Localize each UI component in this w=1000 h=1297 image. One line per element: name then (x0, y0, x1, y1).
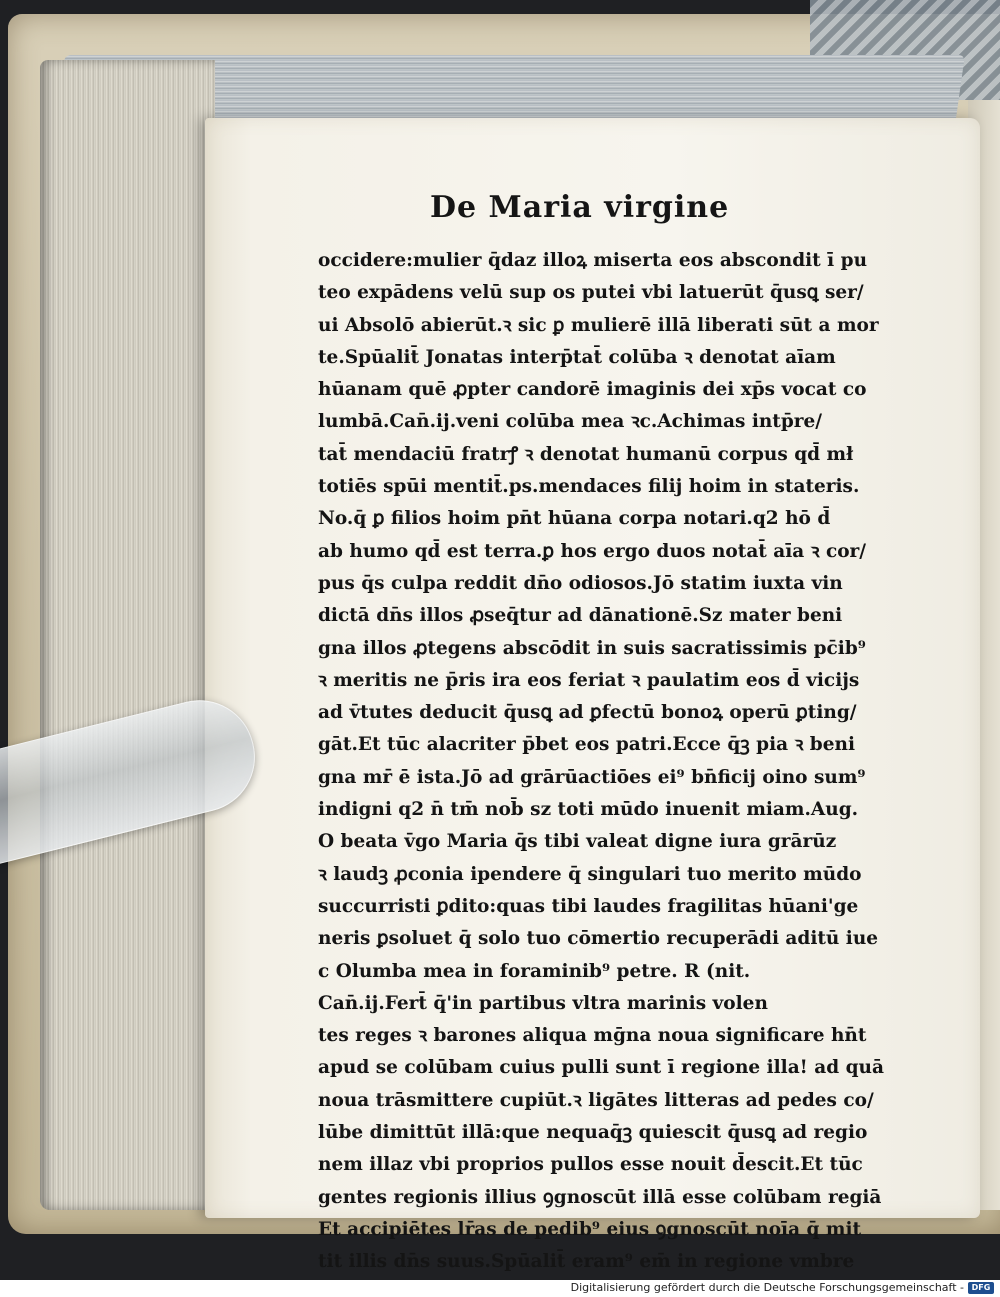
text-line: No.q̄ ꝑ filios hoim pn̄t hūana corpa notari.q2 hō d̄ (318, 508, 831, 530)
text-line: ꝛ laudꝫ ꝓconia ipendere q̄ singulari tuo merito mūdo (318, 863, 862, 885)
text-line: apud se colūbam cuius pulli sunt ī regione illa! ad quā (318, 1057, 884, 1079)
text-line: ui Absolō abierūt.ꝛ sic ꝑ mulierē illā liberati sūt a mor (318, 314, 879, 336)
text-line: nem illaz vbi proprios pullos esse nouit d̄escit.Et tūc (318, 1154, 863, 1176)
text-line: gna mr̄ ē ista.Jō ad grārūactiōes ei⁹ bn̄ficij oino sum⁹ (318, 766, 866, 788)
running-head: De Maria virgine (430, 190, 730, 225)
text-line: lumbā.Can̄.ij.veni colūba mea ꝛc.Achimas intp̄re/ (318, 411, 823, 433)
footer-credit: Digitalisierung gefördert durch die Deutsche Forschungsgemeinschaft - (570, 1281, 964, 1294)
text-block (318, 245, 918, 1279)
text-line: Can̄.ij.Fert̄ q̄'in partibus vltra marinis volen (318, 992, 768, 1014)
page-edges-left (40, 60, 215, 1210)
text-line: indigni q2 n̄ tm̄ nob̄ sz toti mūdo inuenit miam.Aug. (318, 799, 859, 821)
dfg-logo: DFG (968, 1282, 994, 1294)
text-line: hūanam quē ꝓpter candorē imaginis dei xp̄s vocat co (318, 379, 867, 401)
text-line: pus q̄s culpa reddit dn̄o odiosos.Jō statim iuxta vin (318, 572, 843, 594)
text-line: ad v̄tutes deducit q̄usꝗ ad ꝑfectū bonoꝝ operū ꝑting/ (318, 702, 857, 724)
text-line: noua trāsmittere cupiūt.ꝛ ligātes litteras ad pedes co/ (318, 1089, 874, 1111)
text-line: ꝛ meritis ne p̄ris ira eos feriat ꝛ paulatim eos d̄ vicijs (318, 669, 860, 691)
text-line: tes reges ꝛ barones aliqua mḡna noua significare hn̄t (318, 1025, 867, 1047)
text-line: gentes regionis illius ꝯgnoscūt illā esse colūbam regiā (318, 1186, 882, 1208)
text-line: ab humo qd̄ est terra.ꝑ hos ergo duos notat̄ aīa ꝛ cor/ (318, 540, 867, 562)
text-line: lūbe dimittūt illā:que nequaq̄ꝫ quiescit q̄usꝗ ad regio (318, 1122, 868, 1144)
text-line: Et accipiētes lr̄as de pedib⁹ eius ꝯgnoscūt noīa q̄ mit (318, 1218, 862, 1240)
text-line: neris ꝑsoluet q̄ solo tuo cōmertio recuperādi aditū iue (318, 928, 879, 950)
text-line: dictā dn̄s illos ꝓseq̄tur ad dānationē.Sz mater beni (318, 605, 843, 627)
text-line: te.Spūalit̄ Jonatas interp̄tat̄ colūba ꝛ denotat aīam (318, 346, 836, 368)
text-line: succurristi ꝑdito:quas tibi laudes fragilitas hūani'ge (318, 895, 859, 917)
text-line: teo expādens velū sup os putei vbi latuerūt q̄usꝗ ser/ (318, 282, 864, 304)
text-line: c Olumba mea in foraminib⁹ petre. R (nit. (318, 960, 751, 982)
text-line: occidere:mulier q̄daz illoꝝ miserta eos abscondit ī pu (318, 250, 868, 271)
text-line: gāt.Et tūc alacriter p̄bet eos patri.Ecce q̄ꝫ pia ꝛ beni (318, 734, 855, 756)
text-line: gna illos ꝓtegens abscōdit in suis sacratissimis pc̄ib⁹ (318, 637, 866, 659)
text-line: totiēs spūi mentit̄.ps.mendaces filij hoim in stateris. (318, 476, 860, 498)
text-line: tat̄ mendaciū fratrꝭ ꝛ denotat humanū corpus qd̄ mł (318, 443, 854, 465)
text-line: O beata v̄go Maria q̄s tibi valeat digne iura grārūz (318, 831, 837, 853)
text-line: tit illis dn̄s suus.Spūalit̄ eram⁹ em̄ in regione vmbre (318, 1251, 855, 1273)
